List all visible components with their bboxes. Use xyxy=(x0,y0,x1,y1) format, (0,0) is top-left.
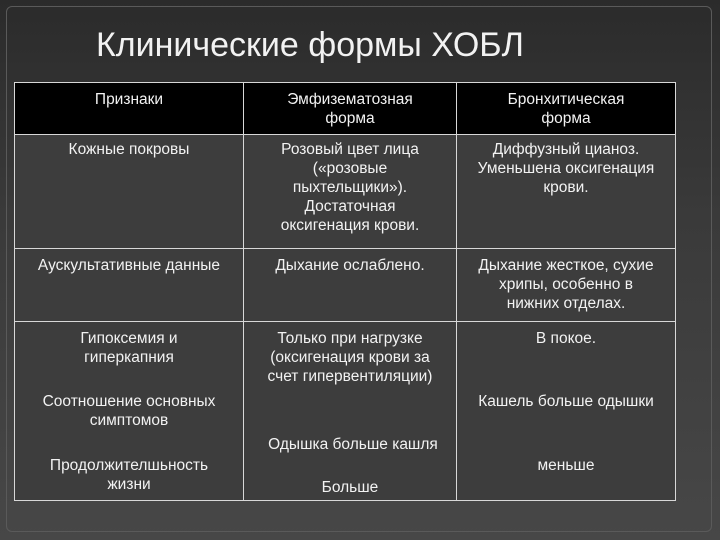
row-lifespan-emphysema: Больше xyxy=(321,479,379,496)
row-lifespan-feature: Продолжителшьность жизни xyxy=(49,457,209,493)
row-auscultation-feature: Аускультативные данные xyxy=(37,257,221,274)
row-divider xyxy=(15,248,675,249)
header-bronchitis-form: Бронхитическая форма xyxy=(507,91,625,127)
row-skin-bronchitis: Диффузный цианоз. Уменьшена оксигенация крови. xyxy=(477,141,655,196)
row-divider xyxy=(15,321,675,322)
row-hypoxemia-feature: Гипоксемия и гиперкапния xyxy=(80,330,178,366)
row-skin-feature: Кожные покровы xyxy=(68,141,190,158)
header-emphysema-form: Эмфизематозная форма xyxy=(287,91,413,127)
copd-forms-table xyxy=(14,82,676,501)
row-hypoxemia-bronchitis: В покое. xyxy=(535,330,597,347)
header-features: Признаки xyxy=(94,91,164,108)
row-lifespan-bronchitis: меньше xyxy=(537,457,595,474)
slide-title: Клинические формы ХОБЛ xyxy=(96,26,524,64)
row-symptoms-bronchitis: Кашель больше одышки xyxy=(478,393,654,410)
row-hypoxemia-emphysema: Только при нагрузке (оксигенация крови за счет гипервентиляции) xyxy=(267,330,433,385)
row-auscultation-emphysema: Дыхание ослаблено. xyxy=(275,257,425,274)
row-symptoms-emphysema: Одышка больше кашля xyxy=(268,436,438,453)
row-auscultation-bronchitis: Дыхание жесткое, сухие хрипы, особенно в нижних отделах. xyxy=(478,257,654,312)
row-skin-emphysema: Розовый цвет лица («розовые пыхтельщики»). Достаточная оксигенация крови. xyxy=(280,141,420,234)
row-divider xyxy=(15,134,675,135)
row-symptoms-feature: Соотношение основных симптомов xyxy=(42,393,216,429)
